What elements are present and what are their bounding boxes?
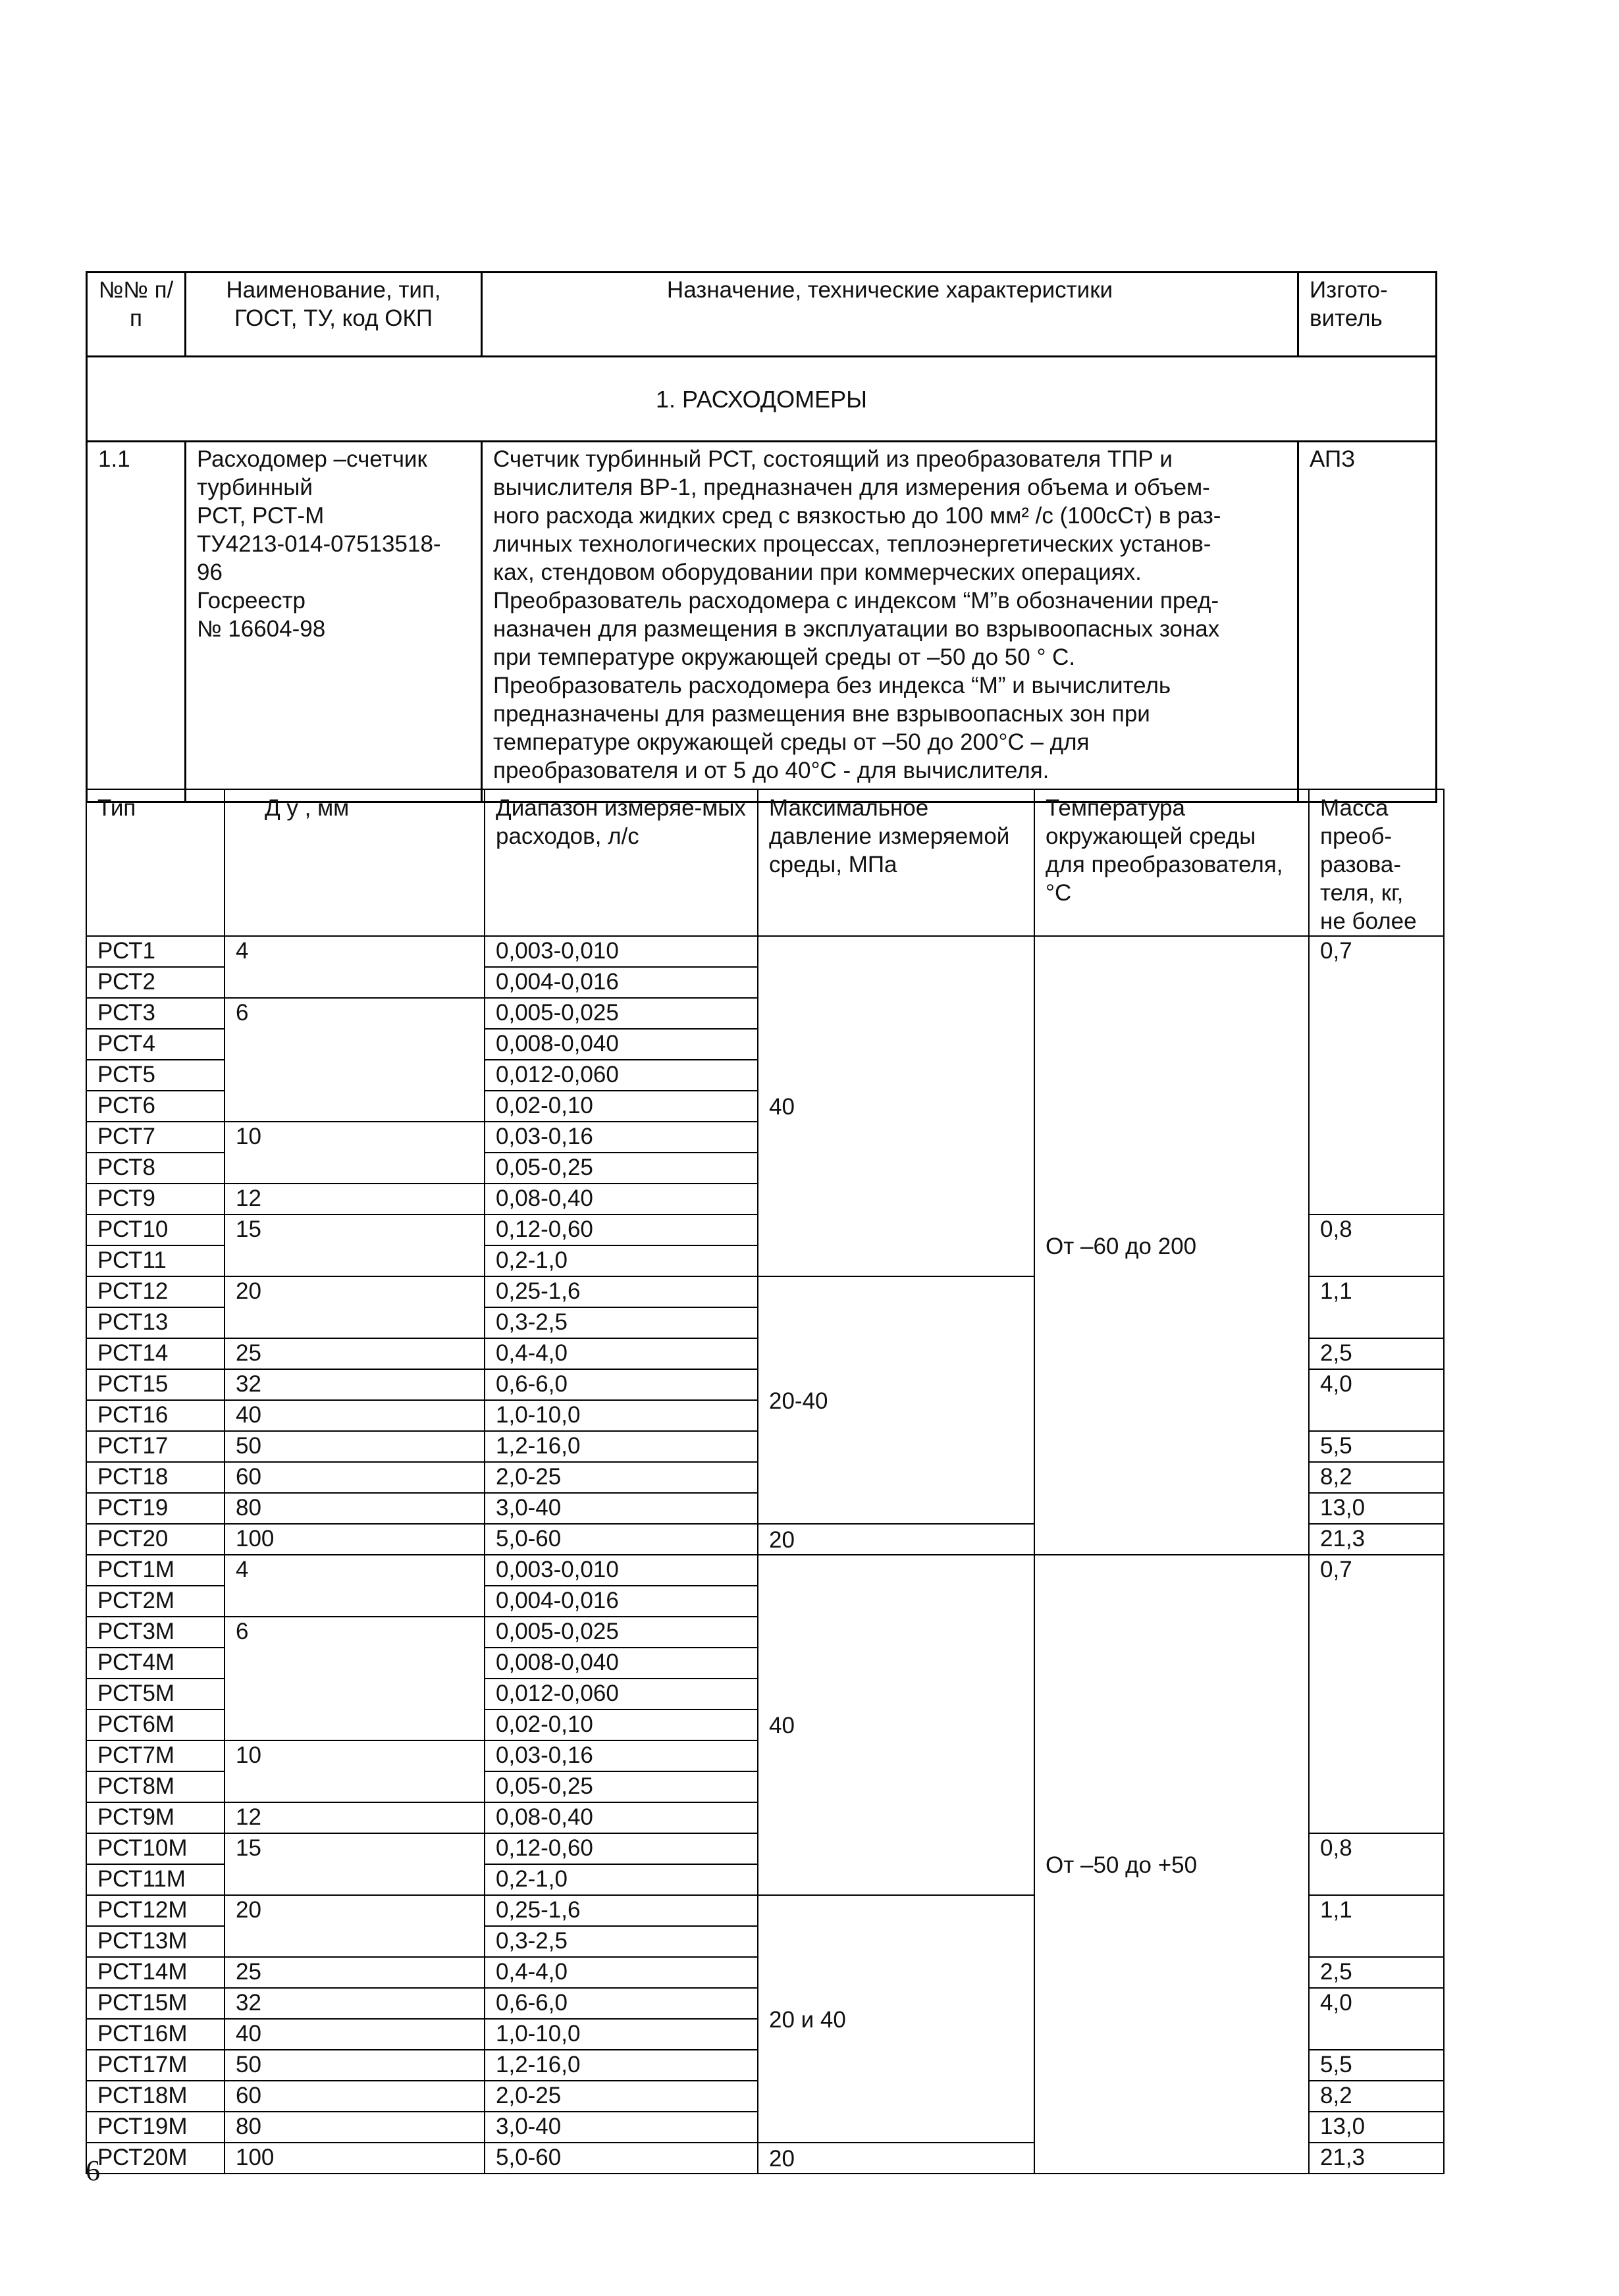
cell-type: РСТ17М <box>86 2050 225 2081</box>
cell-mass: 21,3 <box>1309 2143 1444 2174</box>
item-name-line: РСТ, РСТ-М <box>197 503 325 529</box>
header-manufacturer: Изгото-витель <box>1298 273 1437 357</box>
cell-type: РСТ13М <box>86 1926 225 1957</box>
cell-range: 0,005-0,025 <box>485 1617 758 1648</box>
item-description-line: Преобразователь расходомера без индекса “М” и вычислитель <box>493 673 1171 698</box>
cell-range: 1,0-10,0 <box>485 2019 758 2050</box>
cell-pressure: 40 <box>758 1555 1034 1895</box>
item-description-line: температуре окружающей среды от –50 до 200°С – для <box>493 729 1090 755</box>
spec-header-type: Тип <box>86 789 225 936</box>
cell-pressure: 20 <box>758 2143 1034 2174</box>
cell-type: РСТ8 <box>86 1153 225 1184</box>
cell-temperature: От –50 до +50 <box>1034 1555 1309 2174</box>
cell-mass: 8,2 <box>1309 2081 1444 2112</box>
item-description-line: назначен для размещения в эксплуатации во взрывоопасных зонах <box>493 616 1220 642</box>
cell-type: РСТ16М <box>86 2019 225 2050</box>
cell-range: 0,003-0,010 <box>485 1555 758 1586</box>
cell-range: 0,6-6,0 <box>485 1369 758 1400</box>
cell-range: 0,003-0,010 <box>485 936 758 967</box>
cell-type: РСТ10 <box>86 1214 225 1245</box>
cell-mass: 4,0 <box>1309 1369 1444 1431</box>
cell-range: 0,004-0,016 <box>485 1586 758 1617</box>
cell-range: 0,008-0,040 <box>485 1648 758 1679</box>
cell-mass: 0,7 <box>1309 936 1444 1214</box>
cell-dn: 50 <box>225 1431 485 1462</box>
cell-type: РСТ7М <box>86 1740 225 1771</box>
cell-mass: 0,8 <box>1309 1214 1444 1276</box>
cell-dn: 20 <box>225 1895 485 1957</box>
header-row <box>87 273 1437 357</box>
cell-range: 0,6-6,0 <box>485 1988 758 2019</box>
cell-dn: 12 <box>225 1802 485 1833</box>
cell-type: РСТ16 <box>86 1400 225 1431</box>
cell-mass: 1,1 <box>1309 1895 1444 1957</box>
item-name <box>186 442 482 802</box>
cell-mass: 8,2 <box>1309 1462 1444 1493</box>
cell-dn: 60 <box>225 2081 485 2112</box>
header-table <box>86 271 1437 803</box>
cell-mass: 0,7 <box>1309 1555 1444 1833</box>
spec-table <box>86 789 1445 2174</box>
cell-type: РСТ6М <box>86 1709 225 1740</box>
cell-range: 0,3-2,5 <box>485 1926 758 1957</box>
cell-type: РСТ13 <box>86 1307 225 1338</box>
cell-dn: 10 <box>225 1740 485 1802</box>
cell-mass: 0,8 <box>1309 1833 1444 1895</box>
cell-range: 0,25-1,6 <box>485 1895 758 1926</box>
item-description-line: вычислителя ВР-1, предназначен для измерения объема и объем- <box>493 475 1210 500</box>
cell-dn: 10 <box>225 1122 485 1184</box>
cell-range: 0,03-0,16 <box>485 1122 758 1153</box>
cell-range: 0,25-1,6 <box>485 1276 758 1307</box>
cell-range: 0,2-1,0 <box>485 1864 758 1895</box>
cell-range: 0,12-0,60 <box>485 1214 758 1245</box>
cell-mass: 13,0 <box>1309 1493 1444 1524</box>
cell-type: РСТ5М <box>86 1679 225 1709</box>
cell-type: РСТ3 <box>86 998 225 1029</box>
cell-type: РСТ2 <box>86 967 225 998</box>
cell-mass: 1,1 <box>1309 1276 1444 1338</box>
cell-type: РСТ6 <box>86 1091 225 1122</box>
item-description-line: предназначены для размещения вне взрывоопасных зон при <box>493 701 1150 727</box>
cell-range: 0,08-0,40 <box>485 1802 758 1833</box>
item-description-line: Счетчик турбинный РСТ, состоящий из преобразователя ТПР и <box>493 446 1173 472</box>
cell-range: 0,4-4,0 <box>485 1957 758 1988</box>
cell-type: РСТ14М <box>86 1957 225 1988</box>
header-number: №№ п/п <box>87 273 186 357</box>
cell-range: 0,012-0,060 <box>485 1679 758 1709</box>
page-number: 6 <box>86 2154 100 2187</box>
cell-type: РСТ7 <box>86 1122 225 1153</box>
cell-pressure: 20-40 <box>758 1276 1034 1524</box>
cell-range: 1,2-16,0 <box>485 2050 758 2081</box>
header-purpose: Назначение, технические характеристики <box>482 273 1298 357</box>
item-name-line: № 16604-98 <box>197 616 326 642</box>
cell-dn: 50 <box>225 2050 485 2081</box>
item-description-line: личных технологических процессах, теплоэнергетических установ- <box>493 531 1211 557</box>
item-name-line: 96 <box>197 560 223 585</box>
item-row <box>87 442 1437 802</box>
cell-type: РСТ14 <box>86 1338 225 1369</box>
cell-mass: 2,5 <box>1309 1957 1444 1988</box>
cell-type: РСТ1М <box>86 1555 225 1586</box>
cell-temperature: От –60 до 200 <box>1034 936 1309 1555</box>
cell-dn: 40 <box>225 2019 485 2050</box>
header-name: Наименование, тип, ГОСТ, ТУ, код ОКП <box>186 273 482 357</box>
table-row <box>86 936 1444 967</box>
cell-dn: 32 <box>225 1369 485 1400</box>
cell-dn: 25 <box>225 1338 485 1369</box>
cell-range: 2,0-25 <box>485 2081 758 2112</box>
cell-pressure: 20 и 40 <box>758 1895 1034 2143</box>
spec-header-mass: Масса преоб-разова-теля, кг, не более <box>1309 789 1444 936</box>
cell-range: 0,008-0,040 <box>485 1029 758 1060</box>
section-row <box>87 357 1437 442</box>
cell-dn: 6 <box>225 998 485 1122</box>
cell-dn: 15 <box>225 1833 485 1895</box>
spec-header-dn: Д у , мм <box>225 789 485 936</box>
cell-dn: 4 <box>225 936 485 998</box>
cell-range: 3,0-40 <box>485 2112 758 2143</box>
cell-dn: 40 <box>225 1400 485 1431</box>
table-row <box>86 1555 1444 1586</box>
cell-dn: 100 <box>225 1524 485 1555</box>
item-description-line: ках, стендовом оборудовании при коммерческих операциях. <box>493 560 1142 585</box>
cell-range: 0,3-2,5 <box>485 1307 758 1338</box>
cell-mass: 21,3 <box>1309 1524 1444 1555</box>
cell-dn: 6 <box>225 1617 485 1740</box>
cell-type: РСТ18 <box>86 1462 225 1493</box>
cell-type: РСТ4М <box>86 1648 225 1679</box>
cell-type: РСТ19 <box>86 1493 225 1524</box>
cell-dn: 15 <box>225 1214 485 1276</box>
cell-type: РСТ4 <box>86 1029 225 1060</box>
cell-range: 0,2-1,0 <box>485 1245 758 1276</box>
cell-range: 0,004-0,016 <box>485 967 758 998</box>
cell-type: РСТ20 <box>86 1524 225 1555</box>
cell-type: РСТ18М <box>86 2081 225 2112</box>
spec-header-row <box>86 789 1444 936</box>
cell-type: РСТ3М <box>86 1617 225 1648</box>
cell-type: РСТ8М <box>86 1771 225 1802</box>
cell-dn: 32 <box>225 1988 485 2019</box>
cell-type: РСТ12 <box>86 1276 225 1307</box>
item-description <box>482 442 1298 802</box>
cell-type: РСТ11 <box>86 1245 225 1276</box>
cell-dn: 20 <box>225 1276 485 1338</box>
item-number: 1.1 <box>87 442 186 802</box>
cell-type: РСТ15 <box>86 1369 225 1400</box>
cell-mass: 5,5 <box>1309 2050 1444 2081</box>
cell-type: РСТ1 <box>86 936 225 967</box>
item-manufacturer: АПЗ <box>1298 442 1437 802</box>
cell-type: РСТ17 <box>86 1431 225 1462</box>
cell-range: 3,0-40 <box>485 1493 758 1524</box>
cell-mass: 4,0 <box>1309 1988 1444 2050</box>
cell-range: 0,05-0,25 <box>485 1153 758 1184</box>
cell-dn: 12 <box>225 1184 485 1214</box>
cell-type: РСТ19М <box>86 2112 225 2143</box>
item-description-line: ного расхода жидких сред с вязкостью до 100 мм² /с (100сСт) в раз- <box>493 503 1221 529</box>
cell-range: 1,0-10,0 <box>485 1400 758 1431</box>
cell-type: РСТ9 <box>86 1184 225 1214</box>
cell-type: РСТ5 <box>86 1060 225 1091</box>
item-name-line: Расходомер –счетчик <box>197 446 427 472</box>
cell-range: 0,05-0,25 <box>485 1771 758 1802</box>
cell-type: РСТ15М <box>86 1988 225 2019</box>
cell-range: 0,4-4,0 <box>485 1338 758 1369</box>
cell-mass: 2,5 <box>1309 1338 1444 1369</box>
cell-dn: 4 <box>225 1555 485 1617</box>
item-name-line: Госреестр <box>197 588 305 613</box>
item-name-line: турбинный <box>197 475 313 500</box>
item-description-line: при температуре окружающей среды от –50 до 50 ° С. <box>493 644 1076 670</box>
cell-type: РСТ20М <box>86 2143 225 2174</box>
cell-dn: 60 <box>225 1462 485 1493</box>
cell-type: РСТ12М <box>86 1895 225 1926</box>
cell-range: 0,02-0,10 <box>485 1709 758 1740</box>
cell-range: 0,02-0,10 <box>485 1091 758 1122</box>
cell-type: РСТ10М <box>86 1833 225 1864</box>
cell-range: 5,0-60 <box>485 1524 758 1555</box>
item-name-line: ТУ4213-014-07513518- <box>197 531 441 557</box>
cell-mass: 13,0 <box>1309 2112 1444 2143</box>
cell-range: 5,0-60 <box>485 2143 758 2174</box>
spec-header-pressure: Максимальное давление измеряемой среды, МПа <box>758 789 1034 936</box>
cell-dn: 80 <box>225 2112 485 2143</box>
cell-pressure: 40 <box>758 936 1034 1276</box>
cell-pressure: 20 <box>758 1524 1034 1555</box>
cell-dn: 80 <box>225 1493 485 1524</box>
item-description-line: преобразователя и от 5 до 40°С - для вычислителя. <box>493 758 1049 783</box>
cell-range: 1,2-16,0 <box>485 1431 758 1462</box>
cell-range: 0,12-0,60 <box>485 1833 758 1864</box>
spec-header-temperature: Температура окружающей среды для преобразователя, °С <box>1034 789 1309 936</box>
cell-range: 0,03-0,16 <box>485 1740 758 1771</box>
cell-range: 0,08-0,40 <box>485 1184 758 1214</box>
item-description-line: Преобразователь расходомера с индексом “М”в обозначении пред- <box>493 588 1219 613</box>
cell-type: РСТ11М <box>86 1864 225 1895</box>
cell-dn: 100 <box>225 2143 485 2174</box>
section-title: 1. РАСХОДОМЕРЫ <box>87 357 1437 442</box>
cell-range: 0,012-0,060 <box>485 1060 758 1091</box>
cell-type: РСТ9М <box>86 1802 225 1833</box>
cell-type: РСТ2М <box>86 1586 225 1617</box>
cell-range: 2,0-25 <box>485 1462 758 1493</box>
cell-range: 0,005-0,025 <box>485 998 758 1029</box>
cell-dn: 25 <box>225 1957 485 1988</box>
spec-header-range: Диапазон измеряе-мых расходов, л/с <box>485 789 758 936</box>
cell-mass: 5,5 <box>1309 1431 1444 1462</box>
